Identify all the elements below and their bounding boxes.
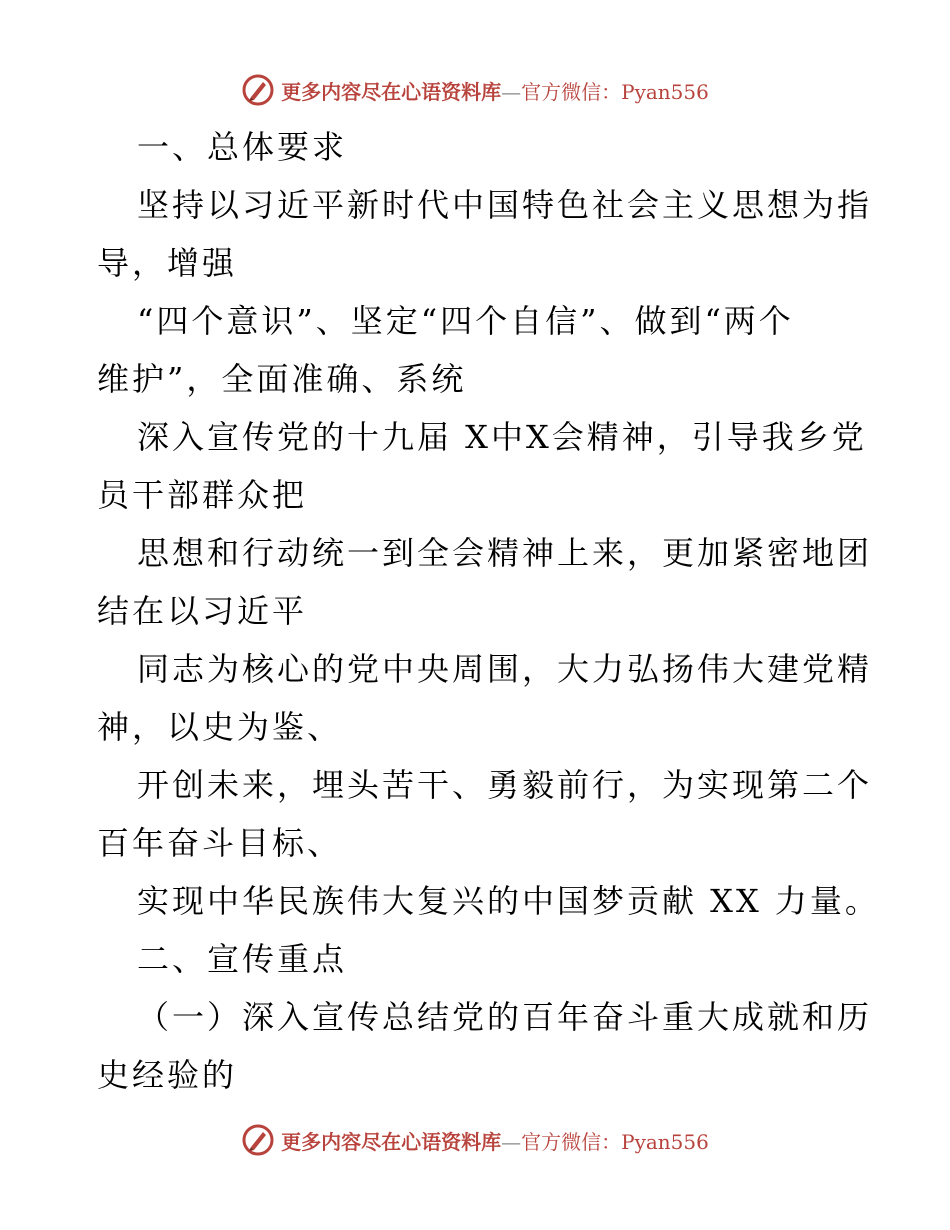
paragraph-line: 深入宣传党的十九届 X中X会精神，引导我乡党 — [137, 418, 867, 456]
footer-contact: 官方微信：Pyan556 — [521, 1129, 709, 1154]
footer-separator: — — [501, 1129, 522, 1154]
header-brand: 更多内容尽在心语资料库 — [281, 79, 502, 104]
paragraph-line: 员干部群众把 — [97, 476, 308, 514]
footer-text — [281, 1126, 709, 1155]
paragraph-line: 开创未来，埋头苦干、勇毅前行，为实现第二个 — [137, 766, 873, 804]
pen-logo-icon — [241, 73, 275, 107]
paragraph-line: 史经验的 — [97, 1056, 238, 1094]
footer-banner — [0, 1120, 950, 1160]
paragraph-line: 思想和行动统一到全会精神上来，更加紧密地团 — [137, 534, 873, 572]
header-contact: 官方微信：Pyan556 — [521, 79, 709, 104]
header-banner — [0, 70, 950, 110]
section-heading-2: 二、宣传重点 — [137, 940, 348, 978]
paragraph-line: 同志为核心的党中央周围，大力弘扬伟大建党精 — [137, 650, 873, 688]
header-text — [281, 76, 709, 105]
pen-logo-icon — [241, 1123, 275, 1157]
paragraph-line: 结在以习近平 — [97, 592, 308, 630]
section-heading-1: 一、总体要求 — [137, 128, 348, 166]
paragraph-line: 百年奋斗目标、 — [97, 824, 343, 862]
paragraph-line: “四个意识”、坚定“四个自信”、做到“两个 — [137, 302, 794, 340]
paragraph-line: （一）深入宣传总结党的百年奋斗重大成就和历 — [137, 998, 873, 1036]
header-separator: — — [501, 79, 522, 104]
paragraph-line: 坚持以习近平新时代中国特色社会主义思想为指 — [137, 186, 873, 224]
paragraph-line: 神，以史为鉴、 — [97, 708, 343, 746]
document-body — [97, 118, 880, 1104]
paragraph-line: 维护”，全面准确、系统 — [97, 360, 467, 398]
paragraph-line: 实现中华民族伟大复兴的中国梦贡献 XX 力量。 — [137, 882, 880, 920]
paragraph-line: 导，增强 — [97, 244, 238, 282]
footer-brand: 更多内容尽在心语资料库 — [281, 1129, 502, 1154]
